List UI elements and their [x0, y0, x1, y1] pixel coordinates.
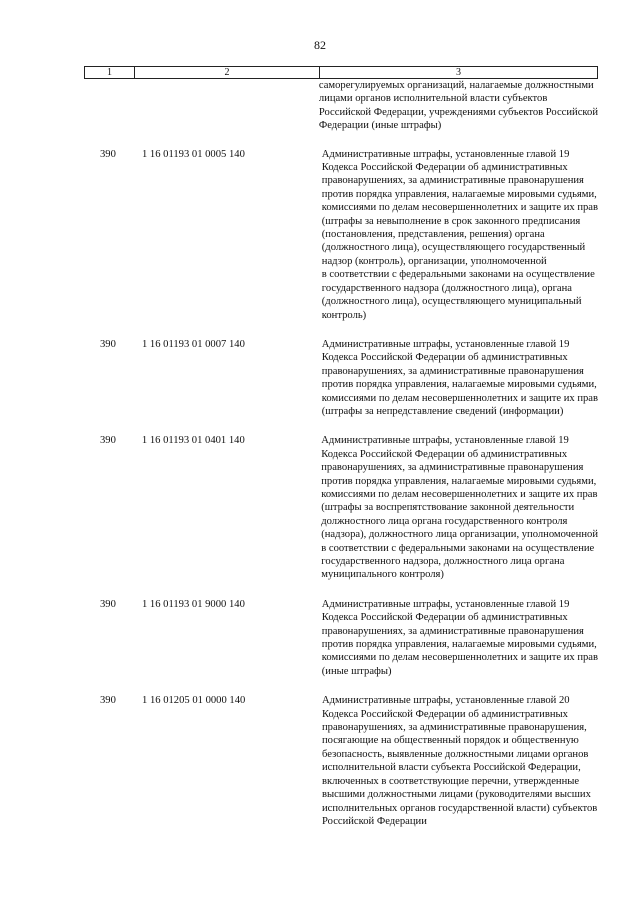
description-line: (должностного лица), осуществляющего государственный — [321, 242, 586, 254]
table-row — [84, 148, 598, 322]
description-line: исполнительной власти субъекта Российской Федерации, — [322, 762, 581, 774]
description-cell — [316, 79, 598, 133]
description-line: правонарушениях, за административные правонарушения — [321, 175, 584, 187]
description-line: Кодекса Российской Федерации об административных — [321, 352, 568, 364]
description-line: Кодекса Российской Федерации об административных — [321, 162, 568, 174]
description-cell — [319, 598, 598, 678]
description-line: государственного надзора, должностного лица органа — [321, 556, 565, 567]
column-header-3: 3 — [456, 67, 461, 78]
description-line: безопасность, выявленные должностными лицами органов — [322, 748, 589, 760]
description-line: (иные штрафы) — [321, 665, 392, 677]
description-line: (должностного лица), осуществляющего муниципальный — [321, 296, 582, 308]
admin-code-cell: 390 — [100, 148, 116, 160]
description-line: Федерации (иные штрафы) — [318, 120, 442, 132]
description-line: (штрафы за невыполнение в срок законного предписания — [321, 215, 581, 227]
description-line: Кодекса Российской Федерации об административных — [322, 708, 568, 720]
description-line: (постановления, представления, решения) органа — [321, 229, 545, 241]
description-cell — [319, 694, 598, 828]
description-line: контроль) — [321, 309, 367, 321]
table-row — [84, 694, 598, 828]
table-row — [84, 434, 598, 581]
description-line: высшими должностными лицами (руководителями высших — [322, 789, 591, 801]
description-line: посягающие на общественный порядок и общественную — [322, 735, 579, 747]
description-line: Административные штрафы, установленные главой 19 — [321, 148, 570, 160]
description-line: (штрафы за воспрепятствование законной деятельности — [321, 502, 575, 514]
description-line: саморегулируемых организаций, налагаемые должностными — [318, 80, 594, 91]
classification-table — [84, 79, 598, 828]
description-line: Административные штрафы, установленные главой 19 — [321, 435, 569, 447]
budget-code-cell: 1 16 01205 01 0000 140 — [142, 695, 246, 707]
description-line: правонарушениях, за административные правонарушения — [321, 365, 584, 377]
description-line: муниципального контроля) — [321, 569, 444, 581]
description-line: государственного надзора (должностного лица), органа — [321, 282, 572, 294]
description-line: против порядка управления, налагаемые мировыми судьями, — [321, 639, 597, 651]
admin-code-cell: 390 — [100, 338, 116, 350]
description-line: надзор (контроль), организации, уполномоченной — [321, 255, 547, 267]
continuation-row — [84, 79, 598, 133]
description-cell — [319, 148, 598, 322]
column-header-2: 2 — [135, 67, 320, 78]
budget-code-cell: 1 16 01193 01 0007 140 — [141, 338, 245, 350]
description-line: Кодекса Российской Федерации об административных — [321, 448, 568, 460]
description-line: правонарушениях, за административные правонарушения — [321, 462, 584, 474]
description-line: комиссиями по делам несовершеннолетних и защите их прав — [321, 202, 598, 214]
description-line: должностного лица органа государственного контроля — [321, 515, 568, 527]
description-line: Российской Федерации, учреждениями субъектов Российской — [318, 106, 598, 118]
description-line: Российской Федерации — [322, 815, 427, 827]
column-header-1: 1 — [85, 67, 135, 78]
description-cell — [318, 434, 598, 581]
column-header-row — [84, 66, 598, 79]
budget-code-cell: 1 16 01193 01 0005 140 — [141, 148, 245, 160]
description-line: правонарушениях, за административные правонарушения, — [322, 722, 587, 734]
description-line: против порядка управления, налагаемые мировыми судьями, — [321, 379, 597, 391]
table-row — [84, 598, 598, 678]
description-line: лицами органов исполнительной власти субъектов — [318, 93, 548, 105]
description-line: (надзора), должностного лица организации, уполномоченной — [321, 529, 598, 541]
description-line: против порядка управления, налагаемые мировыми судьями, — [321, 475, 597, 487]
description-cell — [319, 338, 598, 418]
admin-code-cell: 390 — [100, 695, 116, 707]
description-line: против порядка управления, налагаемые мировыми судьями, — [321, 188, 597, 200]
budget-code-cell — [134, 79, 316, 133]
description-line: в соответствии с федеральными законами на осуществление — [321, 542, 595, 554]
description-line: комиссиями по делам несовершеннолетних и защите их прав — [321, 652, 598, 664]
description-line: комиссиями по делам несовершеннолетних и защите их прав — [321, 392, 598, 404]
admin-code-cell: 390 — [100, 598, 116, 610]
description-line: Кодекса Российской Федерации об административных — [321, 612, 568, 624]
description-line: Административные штрафы, установленные главой 19 — [321, 598, 570, 610]
admin-code-cell: 390 — [100, 435, 116, 447]
description-line: правонарушениях, за административные правонарушения — [321, 625, 584, 637]
description-line: включенных в соответствующие перечни, утвержденные — [322, 775, 580, 787]
description-line: в соответствии с федеральными законами на осуществление — [321, 269, 595, 281]
admin-code-cell — [84, 79, 134, 133]
description-line: комиссиями по делам несовершеннолетних и защите их прав — [321, 488, 598, 500]
description-line: (штрафы за непредставление сведений (информации) — [321, 405, 564, 417]
budget-code-cell: 1 16 01193 01 0401 140 — [141, 435, 245, 447]
description-line: исполнительных органов государственной власти) субъектов — [322, 802, 598, 814]
description-line: Административные штрафы, установленные главой 20 — [322, 695, 570, 707]
budget-code-cell: 1 16 01193 01 9000 140 — [141, 598, 245, 610]
page-number: 82 — [314, 38, 326, 52]
table-row — [84, 338, 598, 418]
description-line: Административные штрафы, установленные главой 19 — [321, 338, 570, 350]
